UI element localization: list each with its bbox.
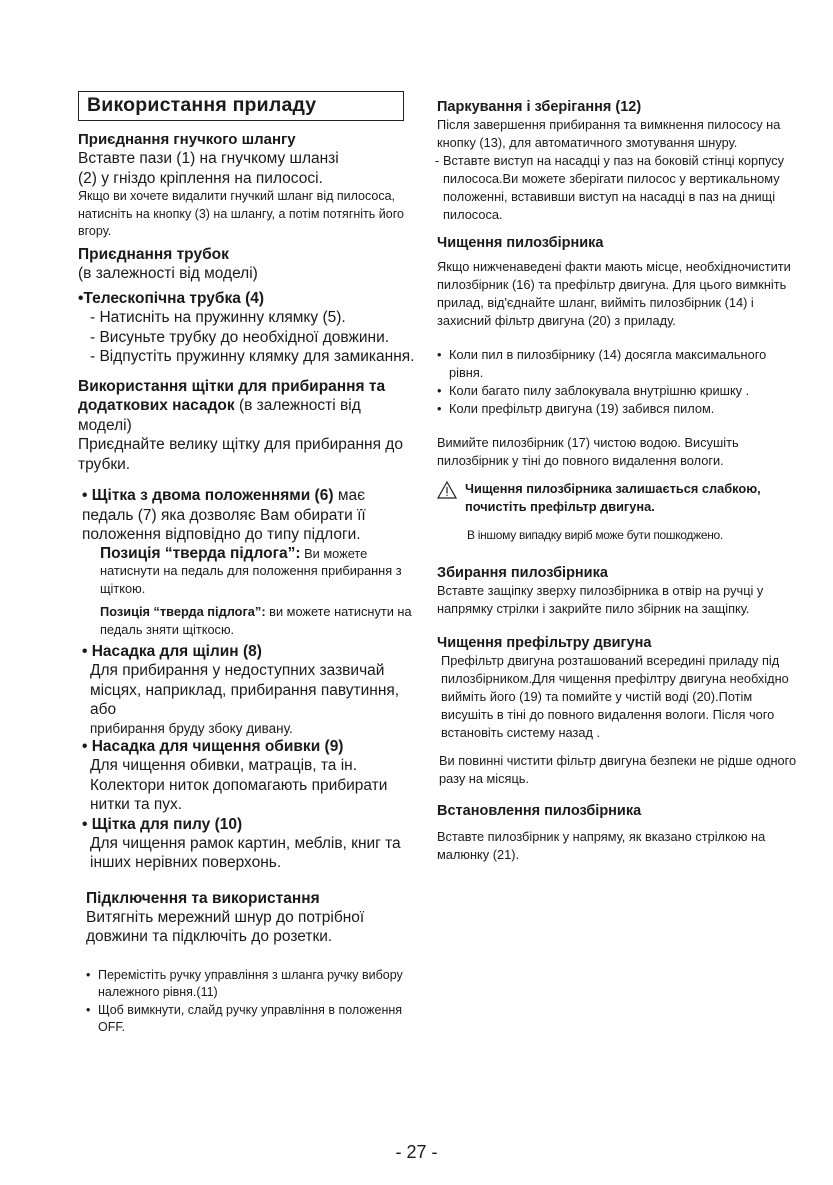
section-heading-install: Встановлення пилозбірника [437,803,642,819]
tube-step-1: - Натисніть на пружинну клямку (5). [90,309,346,326]
hard-floor-text-1: Ви можете натиснути на педаль для положення прибирання з щіткою. [100,545,402,596]
connect-bullet-2-text: Щоб вимкнути, слайд ручку управління в положення OFF. [98,1002,403,1034]
crevice-tool-note: прибирання бруду збоку дивану. [90,720,293,736]
section-heading-tubes: Приєднання трубок [78,245,229,263]
cleaning-bullet-3-text: Коли префільтр двигуна (19) забився пилом. [449,401,715,416]
upholstery-tool-title: • Насадка для чищення обивки (9) [82,738,344,755]
warning-note: В іншому випадку виріб може бути пошкоджено. [467,528,723,542]
tube-step-2: - Висуньте трубку до необхідної довжини. [90,328,390,346]
connect-heading-text: Підключення та використання [86,889,320,907]
brush-attach-text: Приєднайте велику щітку для прибирання до трубки. [78,436,403,473]
prefilter-text: Префільтр двигуна розташований всередині приладу під пилозбірником.Для чищення префілтру двигуна необхідно вийміть його (19) та помийте у чистій воді (20).Потім висушіть в тіні до повного видалення вологи. Після чого встановіть систему назад . [441,653,789,740]
cleaning-bullets [437,346,802,418]
hose-line-2: (2) у гніздо кріплення на пилососі. [78,169,323,187]
connect-bullet-1-text: Перемістіть ручку управління з шланга ручку вибору належного рівня.(11) [98,967,403,999]
install-text: Вставте пилозбірник у напряму, як вказано стрілкою на малюнку (21). [437,829,766,862]
warning-triangle-icon [437,481,457,499]
parking-dash-text: Вставте виступ на насадці у паз на боковій стінці корпусу пилососа.Ви можете зберігати пилосос у вертикальному положенні, вставивши виступ на насадці в паз на днищі пилососа. [443,153,785,222]
cleaning-bullet-1-text: Коли пил в пилозбірнику (14) досягла максимального рівня. [449,347,767,380]
two-position-brush [78,486,418,545]
cleaning-text-2: Вимийте пилозбірник (17) чистою водою. Висушіть пилозбірник у тіні до повного видалення вологи. [437,435,739,468]
connect-bullet-1: • Перемістіть ручку управління з шланга ручку вибору належного рівня.(11) [86,967,403,999]
hose-remove-note: Якщо ви хочете видалити гнучкий шланг від пилососа, натисніть на кнопку (3) на шлангу, а потім потягніть його вгору. [78,189,404,238]
parking-text: Після завершення прибирання та вимкнення пилососу на кнопку (13), для автоматичного змотування шнуру. [437,117,781,150]
telescopic-tube-label: •Телескопічна трубка (4) [78,290,265,307]
crevice-tool-text: Для прибирання у недоступних зазвичай місцях, наприклад, прибирання павутиння, або [90,662,400,718]
upholstery-tool-text: Для чищення обивки, матраців, та ін. Колектори ниток допомагають прибирати нитки та пух. [90,757,388,813]
brush-heading-bold: Використання щітки для прибирання та додаткових насадок [78,377,386,414]
tubes-model-note: (в залежності від моделі) [78,264,258,282]
crevice-tool-title: • Насадка для щілин (8) [82,643,262,660]
connect-text: Витягніть мережний шнур до потрібної довжини та підключіть до розетки. [86,908,365,945]
right-column [437,98,802,864]
cleaning-text: Якщо нижченаведені факти мають місце, необхідночистити пилозбірник (16) та префільтр двигуна. Для цього вимкніть прилад, від'єднайте шланг, вийміть пилозбірник (14) і захисний фільтр двигуна (20) з приладу. [437,259,791,328]
tube-step-3: - Відпустіть пружинну клямку для замикання. [90,348,415,365]
cleaning-bullet-1: • Коли пил в пилозбірнику (14) досягла максимального рівня. [437,347,767,380]
prefilter-text-2: Ви повинні чистити фільтр двигуна безпеки не рідше одного разу на місяць. [439,753,797,786]
cleaning-bullet-3: • Коли префільтр двигуна (19) забився пилом. [437,401,715,416]
connect-bullets [78,967,418,1037]
assembly-text: Вставте защіпку зверху пилозбірника в отвір на ручці у напрямку стрілки і закрийте пило збірник на защіпку. [437,583,764,616]
dust-brush-text: Для чищення рамок картин, меблів, книг та інших нерівних поверхонь. [90,834,401,871]
cleaning-warning [437,480,802,516]
cleaning-bullet-2-text: Коли багато пилу заблокувала внутрішню кришку . [449,383,750,398]
page-title: Використання приладу [78,91,404,121]
page-number: - 27 - [395,1142,438,1162]
connect-bullet-2: • Щоб вимкнути, слайд ручку управління в положення OFF. [86,1002,403,1034]
hard-floor-text-2: ви можете натиснути на педаль зняти щіткосю. [100,604,412,637]
section-heading-hose: Приєднання гнучкого шлангу [78,131,296,148]
hard-floor-title-2: Позиція “тверда підлога”: [100,604,266,619]
two-position-brush-text: має педаль (7) яка дозволяє Вам обирати її положення відповідно до типу підлоги. [82,487,366,543]
two-position-brush-title: • Щітка з двома положеннями (6) [82,487,334,504]
section-heading-connect [78,889,418,908]
hose-line-1: Вставте пази (1) на гнучкому шланзі [78,150,339,167]
warning-text: Чищення пилозбірника залишається слабкою, почистіть префільтр двигуна. [465,481,761,514]
section-heading-brush [78,377,418,436]
hard-floor-position-2 [78,603,418,638]
hard-floor-position-1 [78,545,418,598]
left-column [78,91,418,1037]
section-heading-cleaning: Чищення пилозбірника [437,235,604,251]
section-heading-parking: Паркування і зберігання (12) [437,99,642,115]
cleaning-bullet-2: • Коли багато пилу заблокувала внутрішню кришку . [437,383,750,398]
section-heading-assembly: Збирання пилозбірника [437,565,608,581]
section-heading-prefilter: Чищення префільтру двигуна [437,635,652,651]
brush-heading-tail: (в залежності від моделі) [78,397,361,434]
dust-brush-title: • Щітка для пилу (10) [82,815,243,833]
hard-floor-title-1: Позиція “тверда підлога”: [100,544,301,562]
parking-dash-item: - Вставте виступ на насадці у паз на боковій стінці корпусу пилососа.Ви можете зберігати пилосос у вертикальному положенні, вставивши виступ на насадці в паз на днищі пилососа. [435,153,785,222]
